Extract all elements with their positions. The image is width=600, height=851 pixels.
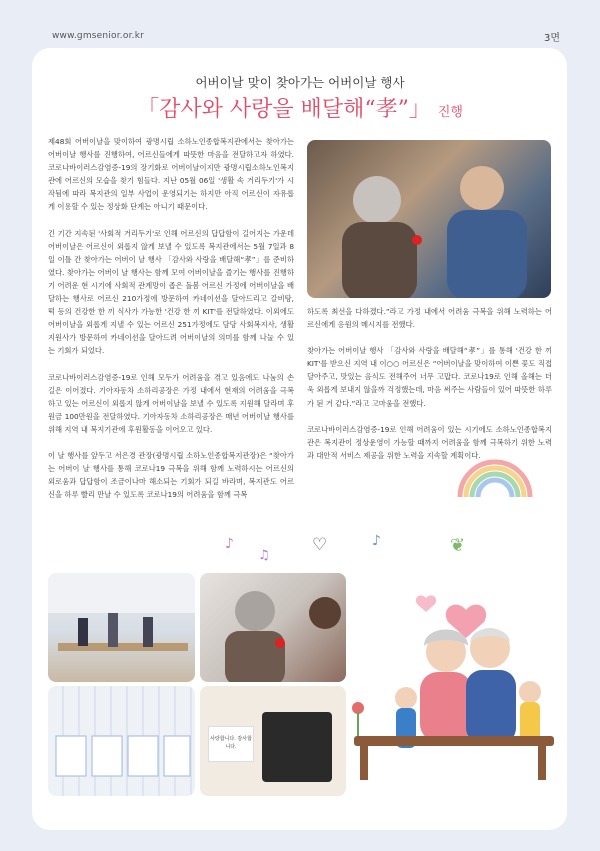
photo-elder-with-carnation (200, 573, 346, 682)
article-right-column (307, 305, 552, 475)
headline-main: 「감사와 사랑을 배달해“孝”」 (137, 97, 431, 122)
music-note-icon: ♪ (372, 533, 381, 549)
paragraph: 코로나바이러스감염증-19로 인해 어려움이 있는 시기에도 소하노인종합복지관은 복지관이 정상운영이 가능할 때까지 어려움을 함께 극복하기 위한 노력과 대안적 서비스 제공을 위한 노력을 지속할 계획이다. (307, 424, 552, 460)
paragraph: 제48회 어버이날을 맞이하여 광명시립 소하노인종합복지관에서는 찾아가는 어버이날 행사를 진행하여, 어르신들에게 따뜻한 마음을 전달하고자 하였다. 코로나바이러스감염증-19의 장기화로 어버이날이지만 광명시립소하노인복지관에 어르신의 모습을 찾기 힘들다. 지난 05월 06일 '생활 속 거리두기'가 시작됨에 따라 복지관의 일부 사업이 운영되기는 하지만 아직 어르신이 자유롭게 이용할 수 있는 정상화 단계는 아니기 때문이다. (48, 137, 294, 212)
thank-you-card (208, 726, 254, 762)
heart-outline-icon: ♡ (312, 535, 328, 555)
rainbow-icon (450, 455, 540, 500)
paragraph: 긴 기간 지속된 '사회적 거리두기'로 인해 어르신의 답답함이 길어지는 가운데 어버이날은 어르신이 외롭지 않게 보낼 수 있도록 복지관에서는 5월 7일과 8일 이틀 간 찾아가는 어버이 날 행사 「감사와 사랑을 배달해“孝”」를 준비하였다. 찾아가는 어버이 날 행사는 함께 모여 어버이날을 즐기는 행사를 진행하기 어려운 현 시기에 사회적 관계망이 좁은 돌봄 어르신 가정에 어버이날을 배달하는 행사로 어르신 210가정에 방문하여 카네이션을 달아드리고 갈비탕, 떡 등의 건강한 한 끼 식사가 가능한 '건강 한 끼 KIT'를 전달하였다. 이외에도 어버이날을 외롭게 지낼 수 있는 어르신 251가정에도 담당 사회복지사, 생활지원사가 방문하여 카네이션을 달아드려 어버이날의 의미를 함께 나눌 수 있는 기회가 되었다. (48, 228, 294, 356)
photo-placeholder-art (48, 573, 195, 682)
headline-suffix: 진행 (437, 105, 463, 120)
paragraph: 이 날 행사를 앞두고 서은경 관장(광명시립 소하노인종합복지관장)은 “찾아가는 어버이 날 행사를 통해 코로나19 극복을 위해 함께 노력하시는 어르신의 외로움과 답답함이 조금이나마 해소되는 기회가 되길 바라며, 복지관도 어르신을 하루 빨리 만날 수 있도록 코로나19의 어려움을 함께 극복 (48, 450, 294, 500)
paragraph: 하도록 최선을 다하겠다.”라고 가정 내에서 어려움 극복을 위해 노력하는 어르신에게 응원의 메시지를 전했다. (307, 307, 552, 330)
site-url: www.gmsenior.or.kr (52, 31, 145, 41)
article-subtitle: 어버이날 맞이 찾아가는 어버이날 행사 (195, 75, 405, 90)
photo-placeholder-art (200, 573, 346, 682)
photo-meal-kit (200, 686, 346, 796)
meal-box (262, 712, 332, 782)
photo-carnation-pinning (307, 140, 551, 298)
paragraph: 코로나바이러스감염증-19로 인해 모두가 어려움을 겪고 있음에도 나눔의 손길은 이어졌다. 기아자동차 소하리공장은 가정 내에서 현재의 어려움을 극복하고 있는 어르신이 외롭지 않게 어버이날을 보낼 수 있도록 지원해 달라며 후원금 100만원을 전달하였다. 기아자동차 소하리공장은 매년 어버이날 행사를 위해 지역 내 복지기관에 후원활동을 이어오고 있다. (48, 372, 294, 434)
paragraph: 찾아가는 어버이날 행사 「감사와 사랑을 배달해“孝”」를 통해 '건강 한 끼 KIT'를 받으신 지역 내 이○○ 어르신은 “어버이날을 맞이하여 이쁜 꽃도 직접 달아주고, 맛있는 음식도 전해주어 너무 고맙다. 코로나19로 인해 올해는 더욱 외롭게 보내지 않을까 걱정했는데, 마음 써주는 사람들이 있어 따뜻한 하루가 된 거 같다.”라고 고마움을 전했다. (307, 346, 552, 408)
photo-placeholder-art (307, 140, 551, 298)
article-headline (0, 92, 600, 123)
photo-volunteers-packing (48, 573, 195, 682)
page-number: 3면 (543, 33, 560, 44)
photo-placeholder-art (48, 686, 195, 796)
leaf-icon: ❦ (450, 535, 466, 556)
music-note-icon: ♫ (258, 548, 270, 563)
card-text: 사랑합니다. 감사합니다. (210, 736, 252, 750)
music-note-icon: ♪ (225, 536, 234, 552)
photo-gift-bags (48, 686, 195, 796)
article-left-column (48, 135, 294, 514)
family-illustration (348, 580, 558, 790)
